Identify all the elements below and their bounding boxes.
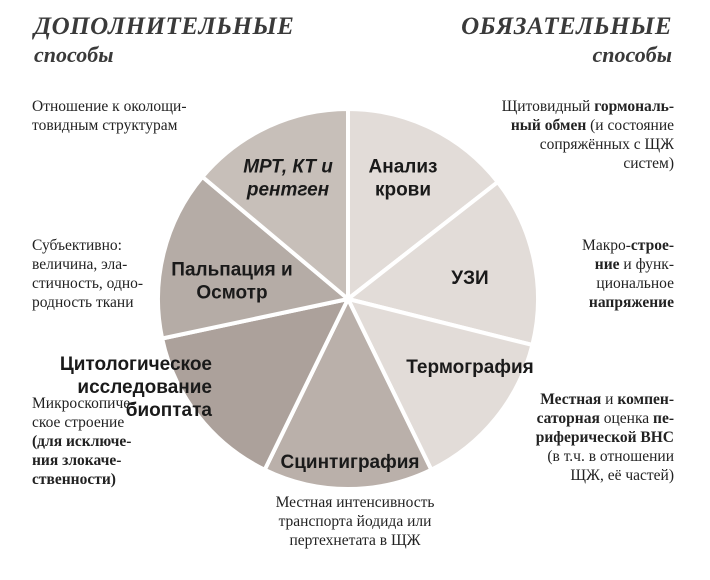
note-text: ния злокаче- [32, 452, 122, 469]
note-line [554, 236, 674, 255]
note-line [484, 447, 674, 466]
note-text: Субъективно: [32, 237, 122, 254]
note-blood-analysis [454, 97, 674, 173]
note-text: Макро- [582, 237, 631, 254]
segment-label-line: Сцинтиграфия [280, 452, 420, 473]
note-text: величина, эла- [32, 256, 128, 273]
segment-label-line: МРТ, КТ и [243, 156, 333, 178]
note-text: циональное [596, 275, 674, 292]
header-optional-title: ДОПОЛНИТЕЛЬНЫЕ [34, 13, 295, 40]
note-line [255, 531, 455, 550]
note-text: родность ткани [32, 294, 134, 311]
segment-label-line: Анализ [368, 156, 438, 178]
note-text: Местная [540, 391, 602, 408]
note-scintigraphy [255, 493, 455, 550]
segment-label-line: Осмотр [196, 282, 268, 304]
note-line [32, 236, 162, 255]
note-line [255, 493, 455, 512]
note-ultrasound [554, 236, 674, 312]
note-text: компен- [617, 391, 674, 408]
note-line [484, 390, 674, 409]
segment-label-line: Термография [406, 357, 534, 378]
note-mrt [32, 97, 232, 135]
note-text: строе- [630, 237, 674, 254]
note-text: ЩЖ, её частей) [570, 467, 674, 484]
note-text: товидным структурам [32, 117, 178, 134]
note-thermography [484, 390, 674, 485]
note-line [32, 394, 157, 413]
note-palpation [32, 236, 162, 312]
note-text: (для исключе- [32, 433, 132, 450]
note-line [32, 470, 157, 489]
note-line [454, 97, 674, 116]
note-text: саторная [536, 410, 600, 427]
segment-label-line: исследование [77, 377, 212, 398]
note-text: оценка [599, 410, 654, 427]
note-text: напряжение [588, 294, 674, 311]
segment-label-line: биоптата [125, 400, 212, 421]
note-line [32, 274, 162, 293]
note-line [454, 154, 674, 173]
note-line [484, 428, 674, 447]
note-text: Местная интенсивность [275, 494, 435, 511]
note-line [32, 116, 232, 135]
note-text: пертехнетата в ЩЖ [289, 532, 421, 549]
note-line [32, 255, 162, 274]
segment-label-line: Цитологическое [59, 354, 212, 375]
header-optional-subtitle: способы [34, 42, 114, 67]
note-text: ственности) [32, 471, 116, 488]
segment-label-uzi [451, 268, 488, 289]
note-line [484, 409, 674, 428]
note-line [32, 293, 162, 312]
note-text: ние [594, 256, 620, 273]
note-line [255, 512, 455, 531]
note-text: и функ- [619, 256, 674, 273]
segment-label-line: рентген [246, 179, 330, 201]
segment-label-scint [280, 452, 419, 473]
header-mandatory-subtitle: способы [592, 42, 672, 67]
note-line [484, 466, 674, 485]
note-text: (в т.ч. в отношении [547, 448, 674, 465]
note-text: систем) [623, 155, 674, 172]
note-text: ный обмен [510, 117, 587, 134]
note-line [32, 413, 157, 432]
note-line [32, 451, 157, 470]
note-text: Щитовидный [501, 98, 595, 115]
note-text: стичность, одно- [32, 275, 144, 292]
note-line [554, 293, 674, 312]
note-text: пе- [653, 410, 674, 427]
segment-label-line: Пальпация и [171, 259, 293, 281]
note-text: и [601, 391, 618, 408]
note-line [32, 97, 232, 116]
note-line [454, 135, 674, 154]
note-cytology [32, 394, 157, 489]
header-mandatory-title: ОБЯЗАТЕЛЬНЫЕ [461, 13, 672, 40]
segment-label-thermo [406, 357, 533, 378]
note-text: транспорта йодида или [278, 513, 432, 530]
note-text: ское строение [32, 414, 125, 431]
note-line [454, 116, 674, 135]
note-text: риферической ВНС [535, 429, 674, 446]
note-line [32, 432, 157, 451]
note-text: (и состояние [586, 117, 674, 134]
note-line [554, 255, 674, 274]
note-line [554, 274, 674, 293]
segment-label-line: УЗИ [451, 268, 489, 289]
note-text: гормональ- [594, 98, 674, 115]
note-text: сопряжённых с ЩЖ [539, 136, 674, 153]
note-text: Микроскопиче- [32, 395, 136, 412]
note-text: Отношение к околощи- [32, 98, 187, 115]
segment-label-line: крови [374, 179, 432, 201]
